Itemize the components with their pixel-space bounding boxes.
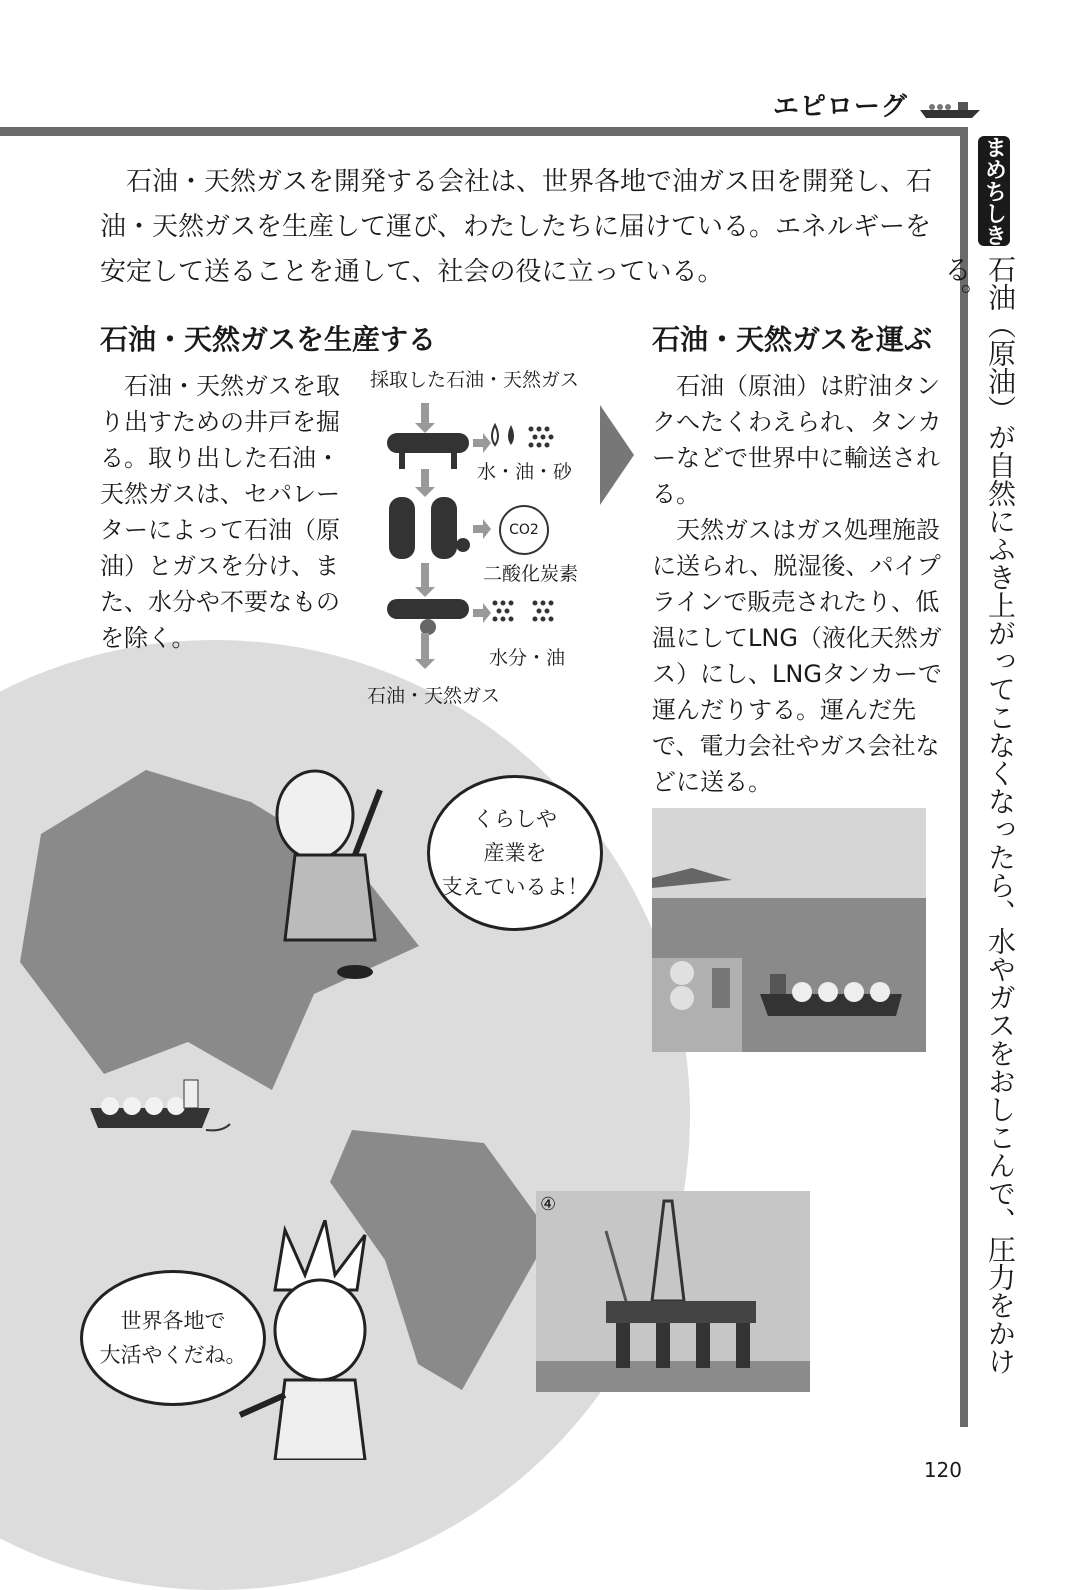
transport-body-2: 天然ガスはガス処理施設に送られ、脱湿後、パイプラインで販売されたり、低温にしてLNG（液化天然ガス）にし、LNGタンカーで運んだりする。運んだ先で、電力会社やガス会社などに送る。	[652, 516, 942, 796]
offshore-rig-photo	[536, 1191, 810, 1392]
flow-output1-label: 水・油・砂	[477, 461, 573, 483]
separator-flow-diagram	[365, 365, 595, 710]
transport-body-1: 石油（原油）は貯油タンクへたくわえられ、タンカーなどで世界中に輸送される。	[652, 372, 942, 508]
chevron-right-icon	[600, 405, 634, 505]
photo-number: ④	[540, 1194, 557, 1215]
ship-icon	[918, 96, 982, 120]
businessman-illustration	[255, 760, 395, 980]
bubble-man-line1: くらしや	[473, 807, 557, 831]
businessman-speech-bubble	[427, 775, 603, 931]
lng-tanker-scene	[652, 808, 926, 1052]
produce-body: 石油・天然ガスを取り出すための井戸を掘る。取り出した石油・天然ガスは、セパレーターによって石油（原油）とガスを分け、また、水分や不要なものを除く。	[100, 372, 340, 652]
chapter-title: エピローグ	[773, 86, 982, 123]
header-rule	[0, 127, 968, 136]
co2-label: CO2	[509, 522, 539, 538]
intro-text: 石油・天然ガスを開発する会社は、世界各地で油ガス田を開発し、石油・天然ガスを生産して運び、わたしたちに届けている。エネルギーを安定して送ることを通して、社会の役に立っている。	[100, 167, 933, 287]
flow-input-label: 採取した石油・天然ガス	[370, 369, 580, 391]
flow-result-label: 石油・天然ガス	[367, 685, 501, 707]
offshore-rig-graphic	[536, 1191, 810, 1392]
boy-speech-bubble	[80, 1270, 266, 1406]
produce-section	[100, 318, 440, 358]
transport-body-block	[652, 368, 942, 800]
page-number: 120	[923, 1458, 962, 1482]
co2-icon	[499, 505, 549, 555]
produce-body-block	[100, 368, 360, 656]
transport-title: 石油・天然ガスを運ぶ	[652, 323, 933, 356]
water-oil-sand-icon	[487, 421, 567, 451]
flow-output2-label: 二酸化炭素	[483, 563, 579, 585]
transport-section	[652, 318, 942, 358]
lng-tanker-illustration	[88, 1072, 238, 1142]
bubble-boy-line1: 世界各地で	[120, 1309, 226, 1333]
bubble-man-line2: 産業を	[483, 841, 547, 865]
lng-tanker-photo	[652, 808, 926, 1052]
water-oil-icon	[489, 597, 569, 627]
bubble-man-line3: 支えているよ！	[441, 875, 589, 899]
flow-output3-label: 水分・油	[489, 647, 566, 669]
bubble-boy-line2: 大活やくだね。	[99, 1343, 247, 1367]
trivia-text: 石油（原油）が自然にふき上がってこなくなったら、水やガスをおしこんで、圧力をかける。	[940, 255, 1017, 1375]
trivia-label: まめちしき	[978, 136, 1010, 246]
businessman-character	[255, 760, 395, 980]
sidebar-rule	[960, 127, 968, 1427]
produce-title: 石油・天然ガスを生産する	[100, 323, 437, 356]
